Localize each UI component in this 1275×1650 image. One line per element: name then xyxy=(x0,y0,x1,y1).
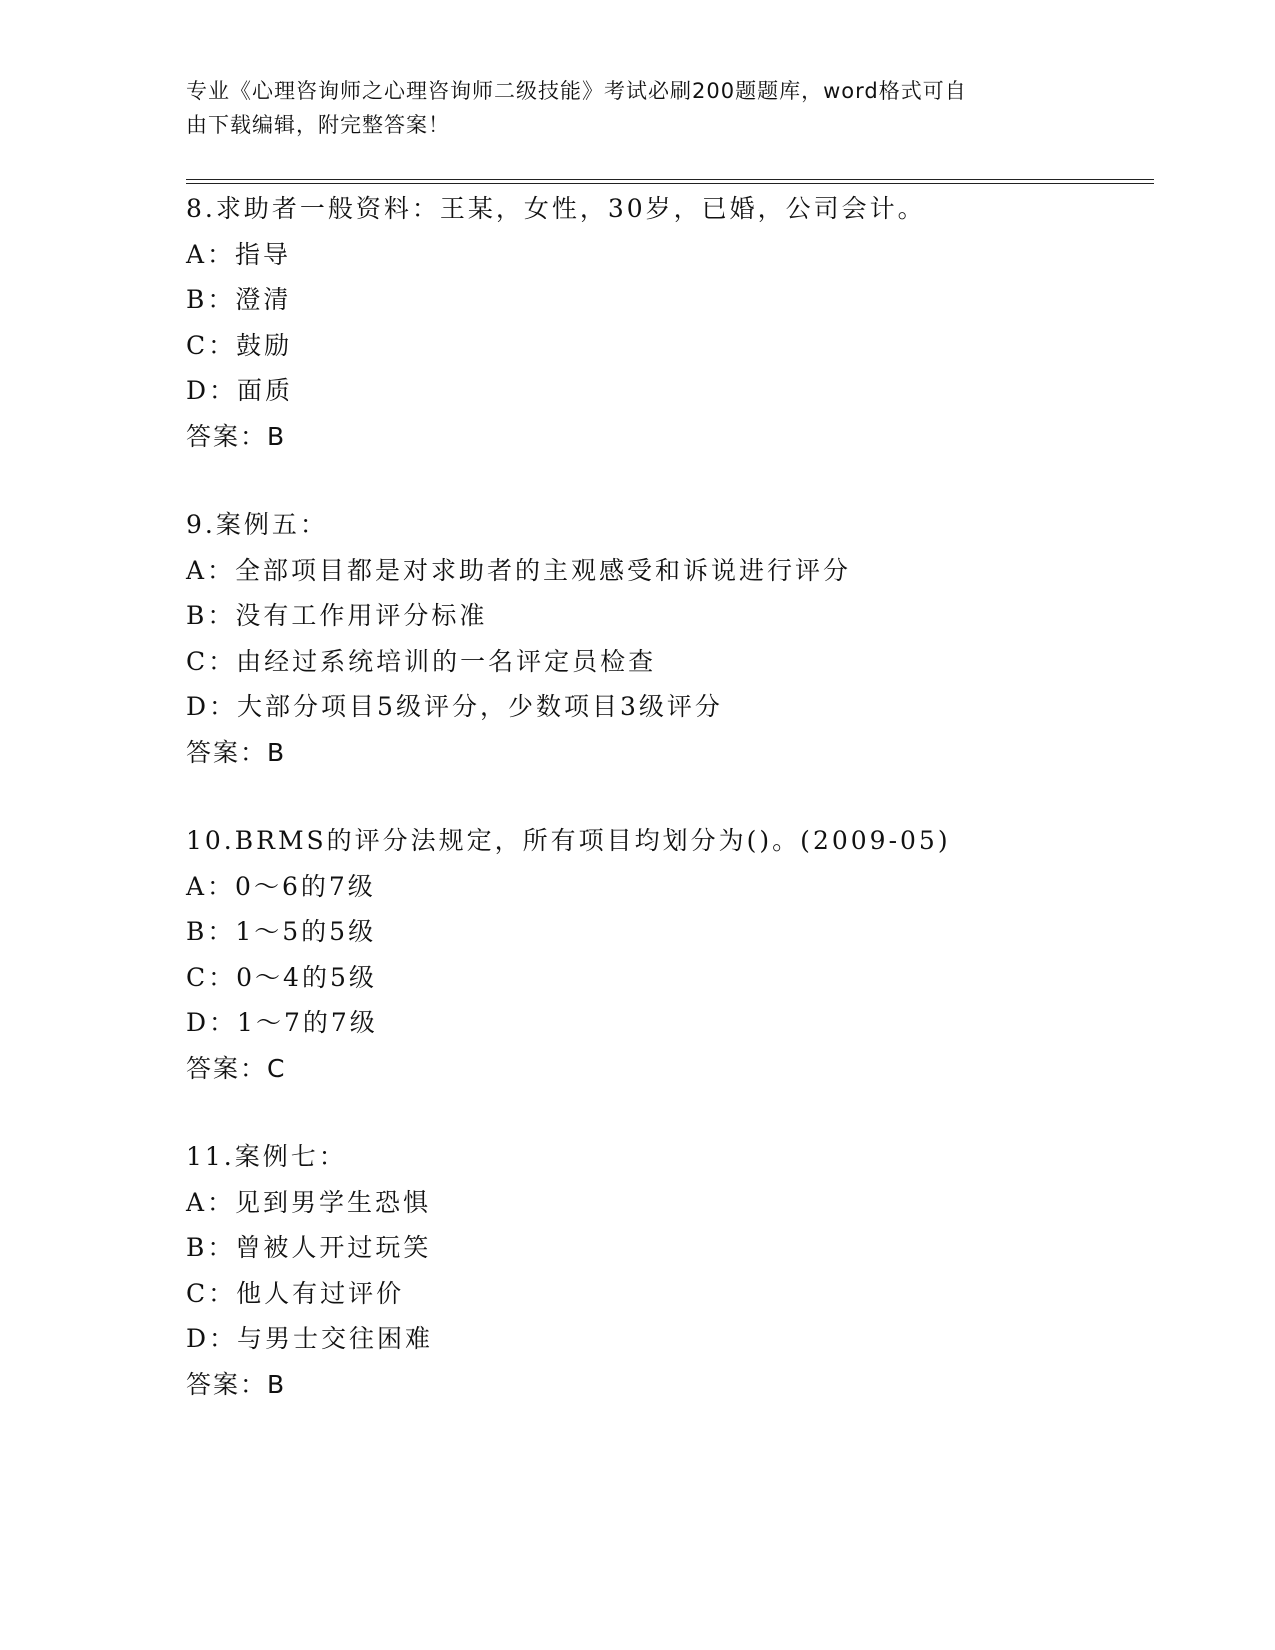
option-a: A：见到男学生恐惧 xyxy=(186,1187,432,1217)
answer-line: 答案：B xyxy=(186,737,287,767)
document-header xyxy=(186,74,1066,142)
question-stem: 11.案例七： xyxy=(186,1142,347,1171)
option-d: D：与男士交往困难 xyxy=(186,1324,434,1353)
option-c: C：鼓励 xyxy=(186,330,293,360)
question-stem: 9.案例五： xyxy=(186,510,328,539)
header-line-1: 专业《心理咨询师之心理咨询师二级技能》考试必刷200题题库，word格式可自 xyxy=(186,79,967,103)
option-b: B：1～5的5级 xyxy=(186,917,377,946)
question-9 xyxy=(186,502,1154,775)
option-d: D：1～7的7级 xyxy=(186,1008,378,1037)
answer-line: 答案：B xyxy=(186,1369,287,1399)
option-b: B：澄清 xyxy=(186,285,292,314)
question-10 xyxy=(186,818,1154,1091)
option-c: C：0～4的5级 xyxy=(186,962,377,992)
answer-line: 答案：C xyxy=(186,1053,287,1083)
option-c: C：由经过系统培训的一名评定员检查 xyxy=(186,646,657,676)
header-line-2: 由下载编辑，附完整答案！ xyxy=(186,113,450,137)
question-stem: 10.BRMS的评分法规定，所有项目均划分为()。(2009-05) xyxy=(186,826,951,855)
answer-line: 答案：B xyxy=(186,421,287,451)
option-b: B：曾被人开过玩笑 xyxy=(186,1233,432,1262)
option-d: D：面质 xyxy=(186,376,294,405)
question-stem: 8.求助者一般资料：王某，女性，30岁，已婚，公司会计。 xyxy=(186,194,926,223)
option-c: C：他人有过评价 xyxy=(186,1278,405,1308)
option-b: B：没有工作用评分标准 xyxy=(186,601,488,630)
header-divider-top xyxy=(186,179,1154,180)
question-11 xyxy=(186,1134,1154,1407)
option-a: A：指导 xyxy=(186,239,292,269)
option-a: A：0～6的7级 xyxy=(186,871,376,901)
header-divider-bottom xyxy=(186,183,1154,184)
option-a: A：全部项目都是对求助者的主观感受和诉说进行评分 xyxy=(186,555,852,585)
question-list xyxy=(186,186,1154,1450)
question-8 xyxy=(186,186,1154,459)
option-d: D：大部分项目5级评分，少数项目3级评分 xyxy=(186,692,723,721)
